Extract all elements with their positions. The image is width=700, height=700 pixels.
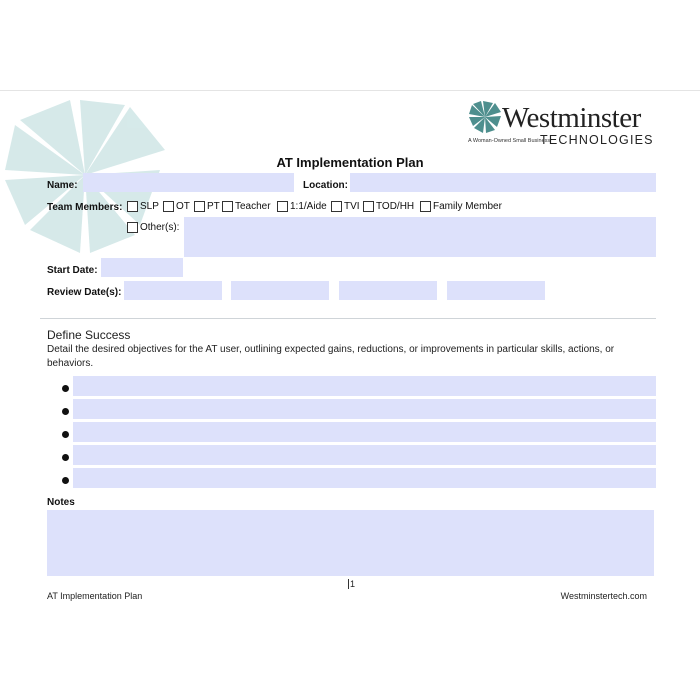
checkbox-box[interactable]	[420, 201, 431, 212]
company-logo	[468, 100, 658, 150]
checkbox-label: SLP	[140, 200, 159, 212]
location-label: Location:	[303, 180, 348, 191]
review-date-field-1[interactable]	[124, 281, 222, 300]
bullet-icon	[62, 431, 69, 438]
checkbox-box[interactable]	[127, 222, 138, 233]
bullet-icon	[62, 408, 69, 415]
checkbox-others[interactable]	[127, 222, 179, 233]
form-title: AT Implementation Plan	[276, 155, 424, 170]
bullet-icon	[62, 454, 69, 461]
section-divider	[40, 318, 656, 319]
define-success-description: Detail the desired objectives for the AT user, outlining expected gains, reductions, or improvements in particular skills, actions, or behaviors.	[47, 344, 615, 369]
checkbox-box[interactable]	[363, 201, 374, 212]
review-dates-label: Review Date(s):	[47, 287, 122, 298]
objective-field-2[interactable]	[73, 399, 656, 419]
checkbox-box[interactable]	[222, 201, 233, 212]
checkbox-label: OT	[176, 200, 190, 212]
checkbox-label: Teacher	[235, 200, 271, 212]
checkbox-label: Family Member	[433, 200, 502, 212]
location-field[interactable]	[350, 173, 656, 192]
checkbox-label: TVI	[344, 200, 360, 212]
checkbox-label: TOD/HH	[376, 200, 415, 212]
checkbox-box[interactable]	[163, 201, 174, 212]
objective-field-5[interactable]	[73, 468, 656, 488]
checkbox-family-member[interactable]	[420, 201, 502, 212]
objective-field-3[interactable]	[73, 422, 656, 442]
page-top-edge	[0, 90, 700, 91]
name-field[interactable]	[83, 173, 294, 192]
bullet-icon	[62, 385, 69, 392]
review-date-field-2[interactable]	[231, 281, 329, 300]
define-success-heading: Define Success	[47, 328, 131, 342]
start-date-label: Start Date:	[47, 265, 98, 276]
pinwheel-logo-icon	[468, 100, 502, 134]
checkbox-box[interactable]	[127, 201, 138, 212]
review-date-field-3[interactable]	[339, 281, 437, 300]
objective-field-4[interactable]	[73, 445, 656, 465]
checkbox-aide[interactable]	[277, 201, 327, 212]
review-date-field-4[interactable]	[447, 281, 545, 300]
checkbox-label: Other(s):	[140, 221, 180, 233]
checkbox-slp[interactable]	[127, 201, 159, 212]
footer-website: Westminstertech.com	[560, 591, 647, 601]
team-members-label: Team Members:	[47, 202, 123, 213]
footer-document-title: AT Implementation Plan	[47, 591, 143, 601]
page-number: 1	[350, 579, 356, 589]
logo-brand-text: Westminster	[502, 102, 641, 134]
notes-field[interactable]	[47, 510, 654, 576]
others-field[interactable]	[184, 217, 656, 257]
checkbox-box[interactable]	[277, 201, 288, 212]
checkbox-pt[interactable]	[194, 201, 220, 212]
objective-field-1[interactable]	[73, 376, 656, 396]
name-label: Name:	[47, 180, 78, 191]
checkbox-tod-hh[interactable]	[363, 201, 414, 212]
checkbox-box[interactable]	[194, 201, 205, 212]
checkbox-label: PT	[207, 200, 220, 212]
checkbox-ot[interactable]	[163, 201, 190, 212]
start-date-field[interactable]	[101, 258, 183, 277]
logo-tagline: A Woman-Owned Small Business	[468, 138, 551, 144]
checkbox-tvi[interactable]	[331, 201, 360, 212]
checkbox-teacher[interactable]	[222, 201, 271, 212]
logo-subbrand-text: TECHNOLOGIES	[540, 133, 654, 147]
checkbox-label: 1:1/Aide	[290, 200, 327, 212]
bullet-icon	[62, 477, 69, 484]
checkbox-box[interactable]	[331, 201, 342, 212]
notes-label: Notes	[47, 497, 75, 508]
